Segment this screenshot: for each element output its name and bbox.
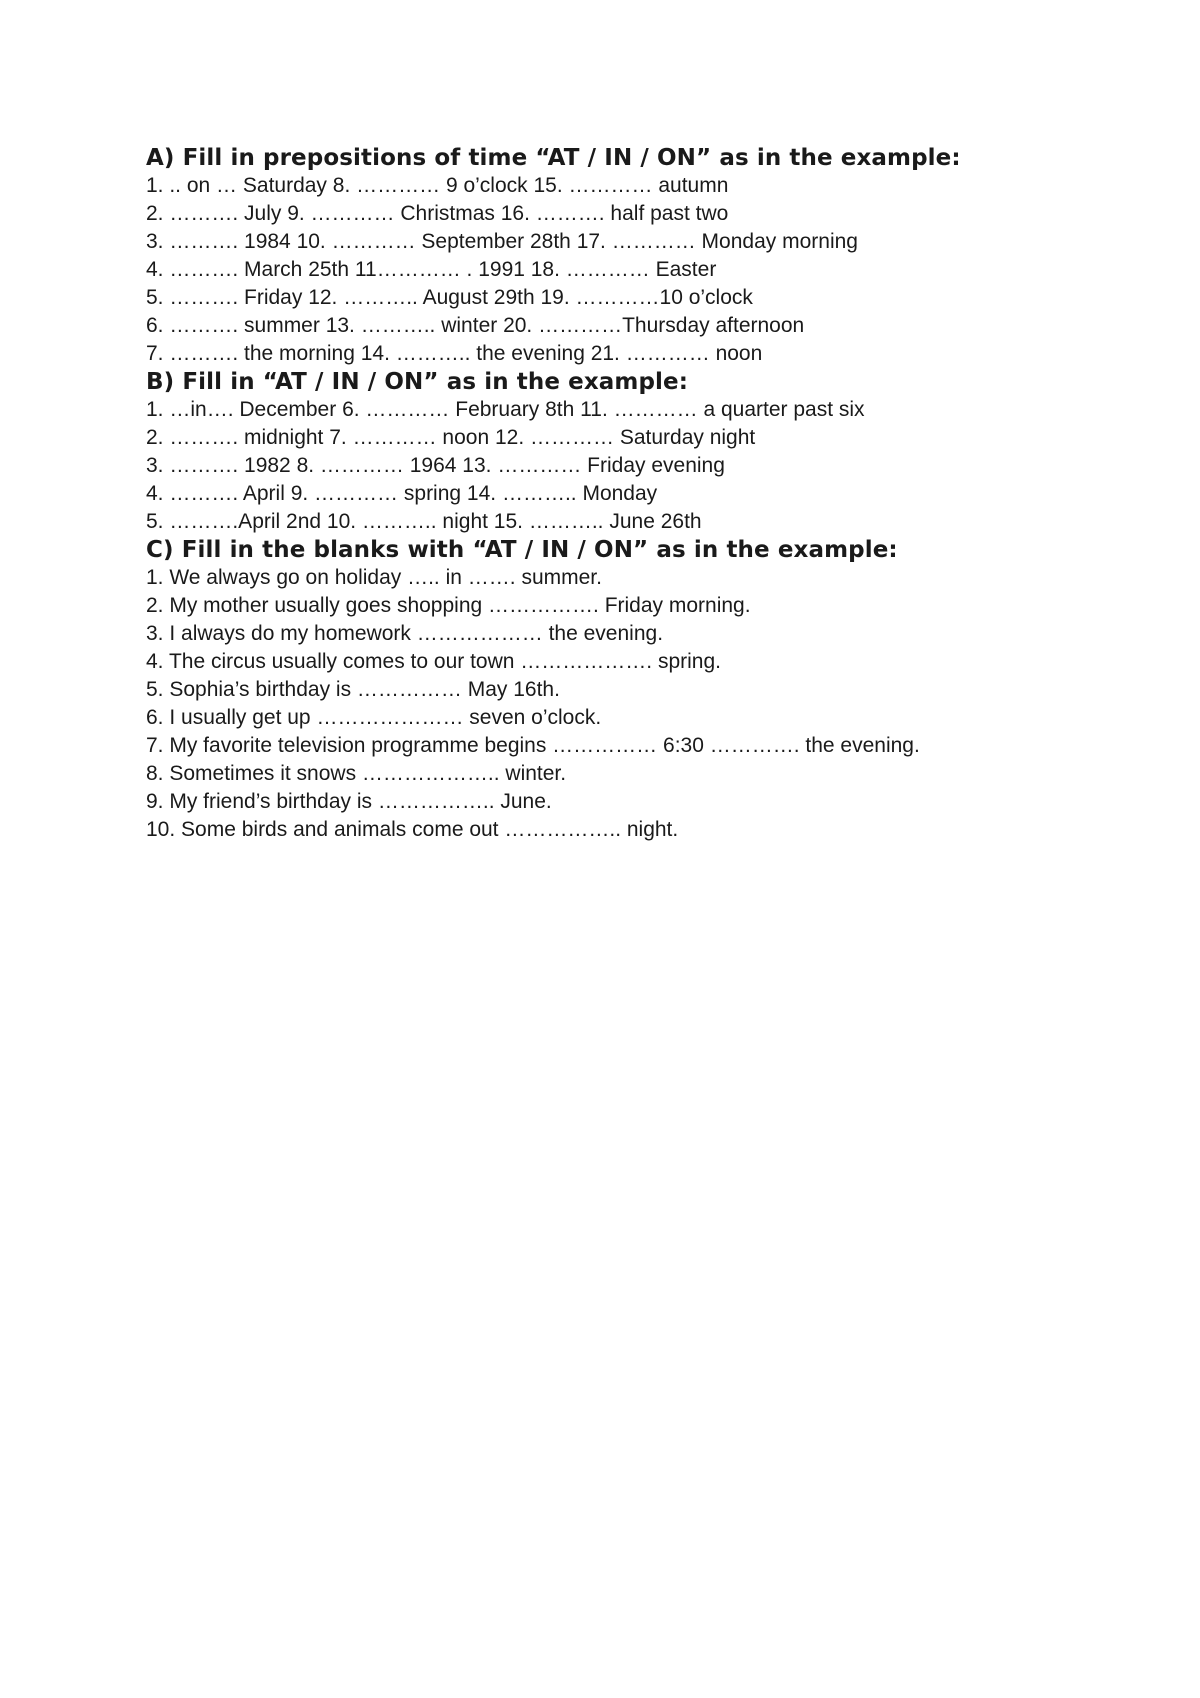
section-b-line-5: 5. ……….April 2nd 10. ……….. night 15. ……….. June 26th — [146, 510, 702, 533]
section-c-line-2: 2. My mother usually goes shopping ……………. Friday morning. — [146, 594, 751, 617]
section-a-heading: A) Fill in prepositions of time “AT / IN / ON” as in the example: — [146, 145, 961, 171]
section-b-line-2: 2. ………. midnight 7. ………… noon 12. ………… Saturday night — [146, 426, 756, 449]
section-b-heading: B) Fill in “AT / IN / ON” as in the example: — [146, 369, 689, 395]
section-c-line-6: 6. I usually get up ………………… seven o’clock. — [146, 706, 602, 729]
section-b-line-4: 4. ………. April 9. ………… spring 14. ……….. Monday — [146, 482, 658, 505]
section-c-line-10: 10. Some birds and animals come out …………….. night. — [146, 818, 679, 841]
section-a-line-3: 3. ………. 1984 10. ………… September 28th 17. ………… Monday morning — [146, 230, 858, 253]
section-a-line-7: 7. ………. the morning 14. ……….. the evening 21. ………… noon — [146, 342, 763, 365]
section-c-line-9: 9. My friend’s birthday is …………….. June. — [146, 790, 552, 813]
section-b-line-1: 1. …in…. December 6. ………… February 8th 11. ………… a quarter past six — [146, 398, 865, 421]
section-c-line-3: 3. I always do my homework ……………… the evening. — [146, 622, 664, 645]
section-b-line-3: 3. ………. 1982 8. ………… 1964 13. ………… Friday evening — [146, 454, 725, 477]
section-a-line-5: 5. ………. Friday 12. ……….. August 29th 19. …………10 o’clock — [146, 286, 753, 309]
section-c-line-1: 1. We always go on holiday ….. in ……. summer. — [146, 566, 602, 589]
section-c-heading: C) Fill in the blanks with “AT / IN / ON” as in the example: — [146, 537, 898, 563]
section-a-line-2: 2. ………. July 9. ………… Christmas 16. ………. half past two — [146, 202, 729, 225]
section-a-line-1: 1. .. on … Saturday 8. ………… 9 o’clock 15. ………… autumn — [146, 174, 729, 197]
worksheet-content — [146, 144, 1096, 844]
section-a-line-4: 4. ………. March 25th 11………… . 1991 18. ………… Easter — [146, 258, 717, 281]
section-a-line-6: 6. ………. summer 13. ……….. winter 20. …………Thursday afternoon — [146, 314, 805, 337]
section-c-line-7: 7. My favorite television programme begins …………… 6:30 …………. the evening. — [146, 734, 920, 757]
section-c-line-4: 4. The circus usually comes to our town ………………. spring. — [146, 650, 721, 673]
section-c-line-5: 5. Sophia’s birthday is …………… May 16th. — [146, 678, 560, 701]
section-c-line-8: 8. Sometimes it snows ……………….. winter. — [146, 762, 567, 785]
